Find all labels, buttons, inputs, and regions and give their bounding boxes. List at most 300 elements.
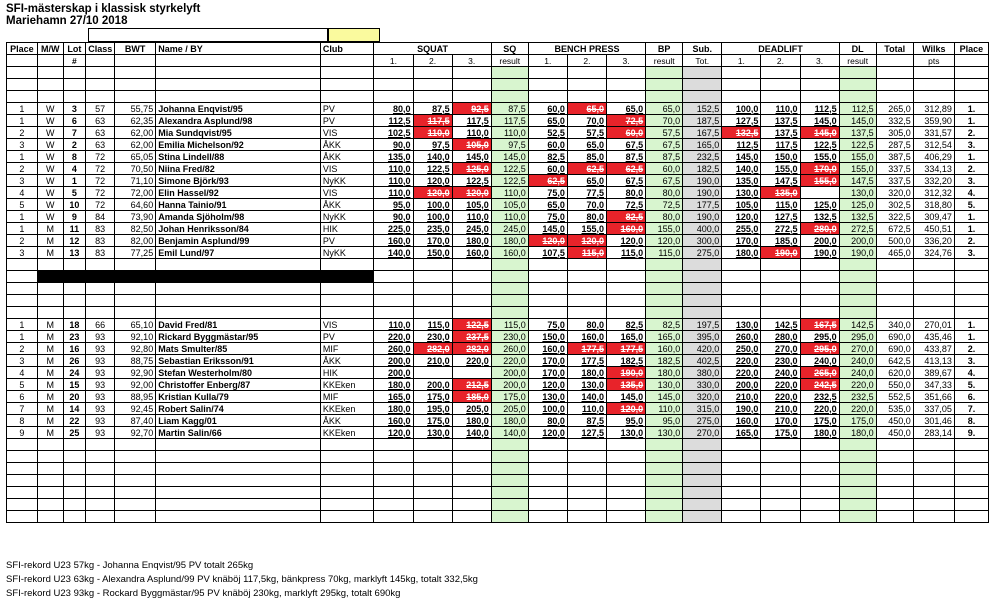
bwt-cell[interactable]: 92,45 xyxy=(115,403,156,415)
mw-cell[interactable]: M xyxy=(37,331,63,343)
empty-cell[interactable] xyxy=(528,511,567,523)
empty-cell[interactable] xyxy=(567,283,606,295)
empty-cell[interactable] xyxy=(491,67,528,79)
empty-cell[interactable] xyxy=(800,283,839,295)
final-place-cell[interactable]: 1. xyxy=(954,211,988,223)
bench-attempt-2[interactable]: 130,0 xyxy=(567,379,606,391)
empty-cell[interactable] xyxy=(913,283,954,295)
squat-attempt-2[interactable]: 175,0 xyxy=(413,415,452,427)
squat-attempt-1[interactable]: 110,0 xyxy=(374,163,413,175)
empty-cell[interactable] xyxy=(63,259,86,271)
empty-cell[interactable] xyxy=(607,259,646,271)
squat-result-cell[interactable]: 122,5 xyxy=(491,175,528,187)
bench-result-cell[interactable]: 80,0 xyxy=(646,187,683,199)
empty-cell[interactable] xyxy=(413,511,452,523)
place-cell[interactable]: 5 xyxy=(7,379,38,391)
empty-cell[interactable] xyxy=(452,67,491,79)
bench-result-cell[interactable]: 160,0 xyxy=(646,343,683,355)
empty-cell[interactable] xyxy=(413,91,452,103)
empty-cell[interactable] xyxy=(37,295,63,307)
place-cell[interactable]: 3 xyxy=(7,175,38,187)
squat-attempt-1[interactable]: 220,0 xyxy=(374,331,413,343)
empty-cell[interactable] xyxy=(683,463,722,475)
empty-cell[interactable] xyxy=(954,67,988,79)
place-cell[interactable]: 9 xyxy=(7,427,38,439)
wilks-cell[interactable]: 406,29 xyxy=(913,151,954,163)
mw-cell[interactable]: W xyxy=(37,139,63,151)
deadlift-attempt-2[interactable]: 190,0 xyxy=(761,247,800,259)
bench-attempt-2[interactable]: 127,5 xyxy=(567,427,606,439)
empty-cell[interactable] xyxy=(63,283,86,295)
mw-cell[interactable]: W xyxy=(37,175,63,187)
bench-attempt-2[interactable]: 177,5 xyxy=(567,355,606,367)
mw-cell[interactable]: W xyxy=(37,199,63,211)
deadlift-result-cell[interactable]: 240,0 xyxy=(839,355,876,367)
bench-attempt-2[interactable]: 62,5 xyxy=(567,163,606,175)
empty-cell[interactable] xyxy=(320,499,374,511)
place-cell[interactable]: 1 xyxy=(7,331,38,343)
empty-cell[interactable] xyxy=(646,475,683,487)
wilks-cell[interactable]: 312,89 xyxy=(913,103,954,115)
name-cell[interactable]: Christoffer Enberg/87 xyxy=(156,379,321,391)
squat-attempt-3[interactable]: 122,5 xyxy=(452,175,491,187)
bench-attempt-3[interactable]: 72,5 xyxy=(607,199,646,211)
lot-cell[interactable]: 26 xyxy=(63,355,86,367)
deadlift-result-cell[interactable]: 220,0 xyxy=(839,403,876,415)
empty-cell[interactable] xyxy=(452,259,491,271)
bench-attempt-3[interactable]: 82,5 xyxy=(607,319,646,331)
deadlift-attempt-1[interactable]: 105,0 xyxy=(722,199,761,211)
empty-cell[interactable] xyxy=(876,451,913,463)
subtotal-cell[interactable]: 320,0 xyxy=(683,391,722,403)
subtotal-cell[interactable]: 190,0 xyxy=(683,211,722,223)
squat-result-cell[interactable]: 145,0 xyxy=(491,151,528,163)
empty-cell[interactable] xyxy=(876,259,913,271)
deadlift-attempt-2[interactable]: 137,5 xyxy=(761,115,800,127)
wilks-cell[interactable]: 389,67 xyxy=(913,367,954,379)
club-cell[interactable]: ÅKK xyxy=(320,415,374,427)
bench-result-cell[interactable]: 145,0 xyxy=(646,391,683,403)
deadlift-result-cell[interactable]: 130,0 xyxy=(839,187,876,199)
empty-cell[interactable] xyxy=(800,463,839,475)
name-cell[interactable]: Mats Smulter/85 xyxy=(156,343,321,355)
deadlift-result-cell[interactable]: 240,0 xyxy=(839,367,876,379)
empty-cell[interactable] xyxy=(115,475,156,487)
bench-attempt-3[interactable]: 67,5 xyxy=(607,175,646,187)
mw-cell[interactable]: M xyxy=(37,403,63,415)
bench-result-cell[interactable]: 182,5 xyxy=(646,355,683,367)
empty-cell[interactable] xyxy=(7,487,38,499)
bench-attempt-1[interactable]: 130,0 xyxy=(528,391,567,403)
deadlift-attempt-1[interactable]: 180,0 xyxy=(722,247,761,259)
empty-cell[interactable] xyxy=(7,91,38,103)
subtotal-cell[interactable]: 270,0 xyxy=(683,427,722,439)
bench-attempt-3[interactable]: 82,5 xyxy=(607,211,646,223)
total-cell[interactable]: 320,0 xyxy=(876,187,913,199)
empty-cell[interactable] xyxy=(839,475,876,487)
bench-attempt-2[interactable]: 115,0 xyxy=(567,247,606,259)
empty-cell[interactable] xyxy=(722,307,761,319)
empty-cell[interactable] xyxy=(876,475,913,487)
club-cell[interactable]: PV xyxy=(320,235,374,247)
empty-cell[interactable] xyxy=(761,271,800,283)
empty-cell[interactable] xyxy=(722,79,761,91)
club-cell[interactable]: PV xyxy=(320,103,374,115)
bwt-cell[interactable]: 62,35 xyxy=(115,115,156,127)
subtotal-cell[interactable]: 187,5 xyxy=(683,115,722,127)
bwt-cell[interactable]: 92,70 xyxy=(115,427,156,439)
empty-cell[interactable] xyxy=(491,91,528,103)
empty-cell[interactable] xyxy=(374,451,413,463)
name-cell[interactable]: Johan Henriksson/84 xyxy=(156,223,321,235)
empty-cell[interactable] xyxy=(683,295,722,307)
empty-cell[interactable] xyxy=(876,463,913,475)
empty-cell[interactable] xyxy=(37,487,63,499)
lot-cell[interactable]: 18 xyxy=(63,319,86,331)
class-cell[interactable]: 93 xyxy=(86,379,115,391)
empty-cell[interactable] xyxy=(761,499,800,511)
squat-attempt-1[interactable]: 160,0 xyxy=(374,235,413,247)
empty-cell[interactable] xyxy=(761,439,800,451)
deadlift-attempt-3[interactable]: 240,0 xyxy=(800,355,839,367)
empty-cell[interactable] xyxy=(761,259,800,271)
empty-cell[interactable] xyxy=(374,67,413,79)
empty-cell[interactable] xyxy=(86,307,115,319)
empty-cell[interactable] xyxy=(374,259,413,271)
place-cell[interactable]: 3 xyxy=(7,247,38,259)
squat-attempt-2[interactable]: 110,0 xyxy=(413,127,452,139)
empty-cell[interactable] xyxy=(528,463,567,475)
deadlift-result-cell[interactable]: 220,0 xyxy=(839,379,876,391)
final-place-cell[interactable]: 5. xyxy=(954,379,988,391)
place-cell[interactable]: 2 xyxy=(7,235,38,247)
wilks-cell[interactable]: 318,80 xyxy=(913,199,954,211)
bwt-cell[interactable]: 73,90 xyxy=(115,211,156,223)
deadlift-attempt-3[interactable]: 122,5 xyxy=(800,139,839,151)
wilks-cell[interactable]: 324,76 xyxy=(913,247,954,259)
mw-cell[interactable]: M xyxy=(37,355,63,367)
empty-cell[interactable] xyxy=(876,271,913,283)
empty-cell[interactable] xyxy=(528,475,567,487)
deadlift-attempt-3[interactable]: 125,0 xyxy=(800,199,839,211)
empty-cell[interactable] xyxy=(7,259,38,271)
empty-cell[interactable] xyxy=(683,79,722,91)
empty-cell[interactable] xyxy=(413,79,452,91)
subtotal-cell[interactable]: 380,0 xyxy=(683,367,722,379)
bench-attempt-1[interactable]: 107,5 xyxy=(528,247,567,259)
empty-cell[interactable] xyxy=(528,283,567,295)
empty-cell[interactable] xyxy=(876,283,913,295)
empty-cell[interactable] xyxy=(37,499,63,511)
total-cell[interactable]: 690,0 xyxy=(876,331,913,343)
squat-attempt-1[interactable]: 225,0 xyxy=(374,223,413,235)
deadlift-attempt-2[interactable]: 170,0 xyxy=(761,415,800,427)
lot-cell[interactable]: 5 xyxy=(63,187,86,199)
squat-result-cell[interactable]: 87,5 xyxy=(491,103,528,115)
empty-cell[interactable] xyxy=(761,67,800,79)
name-cell[interactable]: Emil Lund/97 xyxy=(156,247,321,259)
name-cell[interactable]: Hanna Tainio/91 xyxy=(156,199,321,211)
mw-cell[interactable]: W xyxy=(37,115,63,127)
squat-attempt-3[interactable]: 160,0 xyxy=(452,247,491,259)
empty-cell[interactable] xyxy=(567,511,606,523)
empty-cell[interactable] xyxy=(156,307,321,319)
bench-attempt-3[interactable]: 60,0 xyxy=(607,127,646,139)
deadlift-attempt-1[interactable]: 210,0 xyxy=(722,391,761,403)
empty-cell[interactable] xyxy=(954,283,988,295)
empty-cell[interactable] xyxy=(413,295,452,307)
bwt-cell[interactable]: 88,75 xyxy=(115,355,156,367)
empty-cell[interactable] xyxy=(37,283,63,295)
class-cell[interactable]: 57 xyxy=(86,103,115,115)
bench-result-cell[interactable]: 65,0 xyxy=(646,103,683,115)
squat-attempt-2[interactable]: 150,0 xyxy=(413,247,452,259)
class-cell[interactable]: 63 xyxy=(86,139,115,151)
bwt-cell[interactable]: 92,00 xyxy=(115,379,156,391)
empty-cell[interactable] xyxy=(683,439,722,451)
empty-cell[interactable] xyxy=(86,91,115,103)
squat-attempt-3[interactable]: 212,5 xyxy=(452,379,491,391)
squat-attempt-1[interactable]: 165,0 xyxy=(374,391,413,403)
empty-cell[interactable] xyxy=(37,79,63,91)
bench-attempt-1[interactable]: 62,5 xyxy=(528,175,567,187)
bench-attempt-3[interactable]: 190,0 xyxy=(607,367,646,379)
empty-cell[interactable] xyxy=(63,295,86,307)
empty-cell[interactable] xyxy=(607,511,646,523)
bench-result-cell[interactable]: 180,0 xyxy=(646,367,683,379)
squat-attempt-2[interactable]: 200,0 xyxy=(413,379,452,391)
empty-cell[interactable] xyxy=(839,271,876,283)
squat-attempt-1[interactable]: 160,0 xyxy=(374,415,413,427)
black-separator-cell[interactable] xyxy=(156,271,321,283)
empty-cell[interactable] xyxy=(156,67,321,79)
subtotal-cell[interactable]: 275,0 xyxy=(683,247,722,259)
bench-result-cell[interactable]: 155,0 xyxy=(646,223,683,235)
squat-attempt-1[interactable]: 112,5 xyxy=(374,115,413,127)
empty-cell[interactable] xyxy=(683,475,722,487)
wilks-cell[interactable]: 337,05 xyxy=(913,403,954,415)
empty-cell[interactable] xyxy=(37,475,63,487)
empty-cell[interactable] xyxy=(567,451,606,463)
empty-cell[interactable] xyxy=(7,307,38,319)
deadlift-attempt-2[interactable]: 210,0 xyxy=(761,403,800,415)
bench-attempt-3[interactable]: 65,0 xyxy=(607,103,646,115)
deadlift-attempt-3[interactable]: 145,0 xyxy=(800,115,839,127)
squat-result-cell[interactable]: 245,0 xyxy=(491,223,528,235)
class-cell[interactable]: 63 xyxy=(86,127,115,139)
empty-cell[interactable] xyxy=(954,91,988,103)
club-cell[interactable]: PV xyxy=(320,115,374,127)
bwt-cell[interactable]: 65,05 xyxy=(115,151,156,163)
squat-result-cell[interactable]: 117,5 xyxy=(491,115,528,127)
bench-attempt-3[interactable]: 160,0 xyxy=(607,223,646,235)
bench-attempt-3[interactable]: 120,0 xyxy=(607,403,646,415)
club-cell[interactable]: VIS xyxy=(320,319,374,331)
empty-cell[interactable] xyxy=(876,499,913,511)
empty-cell[interactable] xyxy=(876,67,913,79)
empty-cell[interactable] xyxy=(567,499,606,511)
empty-cell[interactable] xyxy=(761,79,800,91)
empty-cell[interactable] xyxy=(413,271,452,283)
place-cell[interactable]: 1 xyxy=(7,211,38,223)
empty-cell[interactable] xyxy=(954,451,988,463)
squat-attempt-3[interactable]: 105,0 xyxy=(452,139,491,151)
bench-result-cell[interactable]: 72,5 xyxy=(646,199,683,211)
empty-cell[interactable] xyxy=(567,67,606,79)
empty-cell[interactable] xyxy=(839,79,876,91)
final-place-cell[interactable]: 1. xyxy=(954,223,988,235)
bench-attempt-1[interactable]: 160,0 xyxy=(528,343,567,355)
empty-cell[interactable] xyxy=(646,271,683,283)
bench-attempt-3[interactable]: 80,0 xyxy=(607,187,646,199)
empty-cell[interactable] xyxy=(954,499,988,511)
empty-cell[interactable] xyxy=(374,271,413,283)
bench-result-cell[interactable]: 60,0 xyxy=(646,163,683,175)
empty-cell[interactable] xyxy=(374,487,413,499)
lot-cell[interactable]: 25 xyxy=(63,427,86,439)
empty-cell[interactable] xyxy=(722,259,761,271)
class-cell[interactable]: 93 xyxy=(86,391,115,403)
empty-cell[interactable] xyxy=(491,307,528,319)
subtotal-cell[interactable]: 177,5 xyxy=(683,199,722,211)
squat-attempt-3[interactable]: 92,5 xyxy=(452,103,491,115)
squat-result-cell[interactable]: 260,0 xyxy=(491,343,528,355)
bench-attempt-3[interactable]: 87,5 xyxy=(607,151,646,163)
deadlift-result-cell[interactable]: 155,0 xyxy=(839,151,876,163)
deadlift-attempt-3[interactable]: 175,0 xyxy=(800,415,839,427)
deadlift-attempt-3[interactable]: 145,0 xyxy=(800,127,839,139)
squat-attempt-3[interactable]: 117,5 xyxy=(452,115,491,127)
empty-cell[interactable] xyxy=(86,67,115,79)
empty-cell[interactable] xyxy=(37,463,63,475)
empty-cell[interactable] xyxy=(320,439,374,451)
bench-attempt-3[interactable]: 165,0 xyxy=(607,331,646,343)
empty-cell[interactable] xyxy=(7,295,38,307)
empty-cell[interactable] xyxy=(491,499,528,511)
bwt-cell[interactable]: 82,00 xyxy=(115,235,156,247)
empty-cell[interactable] xyxy=(86,487,115,499)
empty-cell[interactable] xyxy=(452,511,491,523)
class-cell[interactable]: 84 xyxy=(86,211,115,223)
name-cell[interactable]: Simone Björk/93 xyxy=(156,175,321,187)
empty-cell[interactable] xyxy=(491,511,528,523)
bench-result-cell[interactable]: 67,5 xyxy=(646,139,683,151)
wilks-cell[interactable]: 312,54 xyxy=(913,139,954,151)
wilks-cell[interactable]: 435,46 xyxy=(913,331,954,343)
class-cell[interactable]: 72 xyxy=(86,151,115,163)
deadlift-attempt-2[interactable]: 185,0 xyxy=(761,235,800,247)
squat-attempt-3[interactable]: 185,0 xyxy=(452,391,491,403)
empty-cell[interactable] xyxy=(413,259,452,271)
name-cell[interactable]: Niina Fred/82 xyxy=(156,163,321,175)
squat-attempt-2[interactable]: 122,5 xyxy=(413,163,452,175)
squat-attempt-1[interactable]: 110,0 xyxy=(374,187,413,199)
deadlift-attempt-3[interactable]: 242,5 xyxy=(800,379,839,391)
deadlift-attempt-3[interactable]: 220,0 xyxy=(800,403,839,415)
wilks-cell[interactable]: 359,90 xyxy=(913,115,954,127)
name-cell[interactable]: Mia Sundqvist/95 xyxy=(156,127,321,139)
empty-cell[interactable] xyxy=(156,463,321,475)
empty-cell[interactable] xyxy=(954,463,988,475)
deadlift-result-cell[interactable]: 122,5 xyxy=(839,139,876,151)
empty-cell[interactable] xyxy=(839,451,876,463)
deadlift-attempt-1[interactable]: 127,5 xyxy=(722,115,761,127)
lot-cell[interactable]: 23 xyxy=(63,331,86,343)
deadlift-attempt-3[interactable]: 200,0 xyxy=(800,235,839,247)
place-cell[interactable]: 8 xyxy=(7,415,38,427)
lot-cell[interactable]: 11 xyxy=(63,223,86,235)
empty-cell[interactable] xyxy=(800,79,839,91)
bench-attempt-1[interactable]: 60,0 xyxy=(528,103,567,115)
bench-attempt-1[interactable]: 170,0 xyxy=(528,355,567,367)
empty-cell[interactable] xyxy=(800,67,839,79)
final-place-cell[interactable]: 2. xyxy=(954,127,988,139)
bench-attempt-1[interactable]: 145,0 xyxy=(528,223,567,235)
empty-cell[interactable] xyxy=(491,451,528,463)
final-place-cell[interactable]: 1. xyxy=(954,103,988,115)
total-cell[interactable]: 690,0 xyxy=(876,343,913,355)
lot-cell[interactable]: 1 xyxy=(63,175,86,187)
wilks-cell[interactable]: 331,57 xyxy=(913,127,954,139)
subtotal-cell[interactable]: 190,0 xyxy=(683,175,722,187)
empty-cell[interactable] xyxy=(722,295,761,307)
place-cell[interactable]: 2 xyxy=(7,343,38,355)
squat-attempt-2[interactable]: 230,0 xyxy=(413,331,452,343)
deadlift-result-cell[interactable]: 132,5 xyxy=(839,211,876,223)
empty-cell[interactable] xyxy=(646,463,683,475)
bwt-cell[interactable]: 62,00 xyxy=(115,127,156,139)
bench-attempt-1[interactable]: 52,5 xyxy=(528,127,567,139)
empty-cell[interactable] xyxy=(320,295,374,307)
mw-cell[interactable]: W xyxy=(37,127,63,139)
total-cell[interactable]: 450,0 xyxy=(876,427,913,439)
empty-cell[interactable] xyxy=(320,259,374,271)
empty-cell[interactable] xyxy=(452,499,491,511)
deadlift-attempt-3[interactable]: 232,5 xyxy=(800,391,839,403)
place-cell[interactable]: 6 xyxy=(7,391,38,403)
deadlift-result-cell[interactable]: 137,5 xyxy=(839,127,876,139)
class-cell[interactable]: 93 xyxy=(86,367,115,379)
bench-attempt-1[interactable]: 65,0 xyxy=(528,199,567,211)
empty-cell[interactable] xyxy=(7,451,38,463)
final-place-cell[interactable]: 2. xyxy=(954,235,988,247)
empty-cell[interactable] xyxy=(156,283,321,295)
club-cell[interactable]: NyKK xyxy=(320,247,374,259)
empty-cell[interactable] xyxy=(413,499,452,511)
empty-cell[interactable] xyxy=(528,451,567,463)
empty-cell[interactable] xyxy=(607,307,646,319)
empty-cell[interactable] xyxy=(913,487,954,499)
empty-cell[interactable] xyxy=(528,271,567,283)
empty-cell[interactable] xyxy=(528,67,567,79)
mw-cell[interactable]: M xyxy=(37,367,63,379)
deadlift-attempt-3[interactable]: 190,0 xyxy=(800,247,839,259)
deadlift-attempt-1[interactable]: 140,0 xyxy=(722,163,761,175)
empty-cell[interactable] xyxy=(646,499,683,511)
bench-attempt-1[interactable]: 150,0 xyxy=(528,331,567,343)
class-cell[interactable]: 93 xyxy=(86,403,115,415)
empty-cell[interactable] xyxy=(374,499,413,511)
deadlift-attempt-2[interactable]: 147,5 xyxy=(761,175,800,187)
empty-cell[interactable] xyxy=(452,463,491,475)
bench-attempt-3[interactable]: 67,5 xyxy=(607,139,646,151)
empty-cell[interactable] xyxy=(320,511,374,523)
deadlift-result-cell[interactable]: 112,5 xyxy=(839,103,876,115)
empty-cell[interactable] xyxy=(452,439,491,451)
empty-cell[interactable] xyxy=(913,475,954,487)
bench-result-cell[interactable]: 110,0 xyxy=(646,403,683,415)
empty-cell[interactable] xyxy=(86,463,115,475)
